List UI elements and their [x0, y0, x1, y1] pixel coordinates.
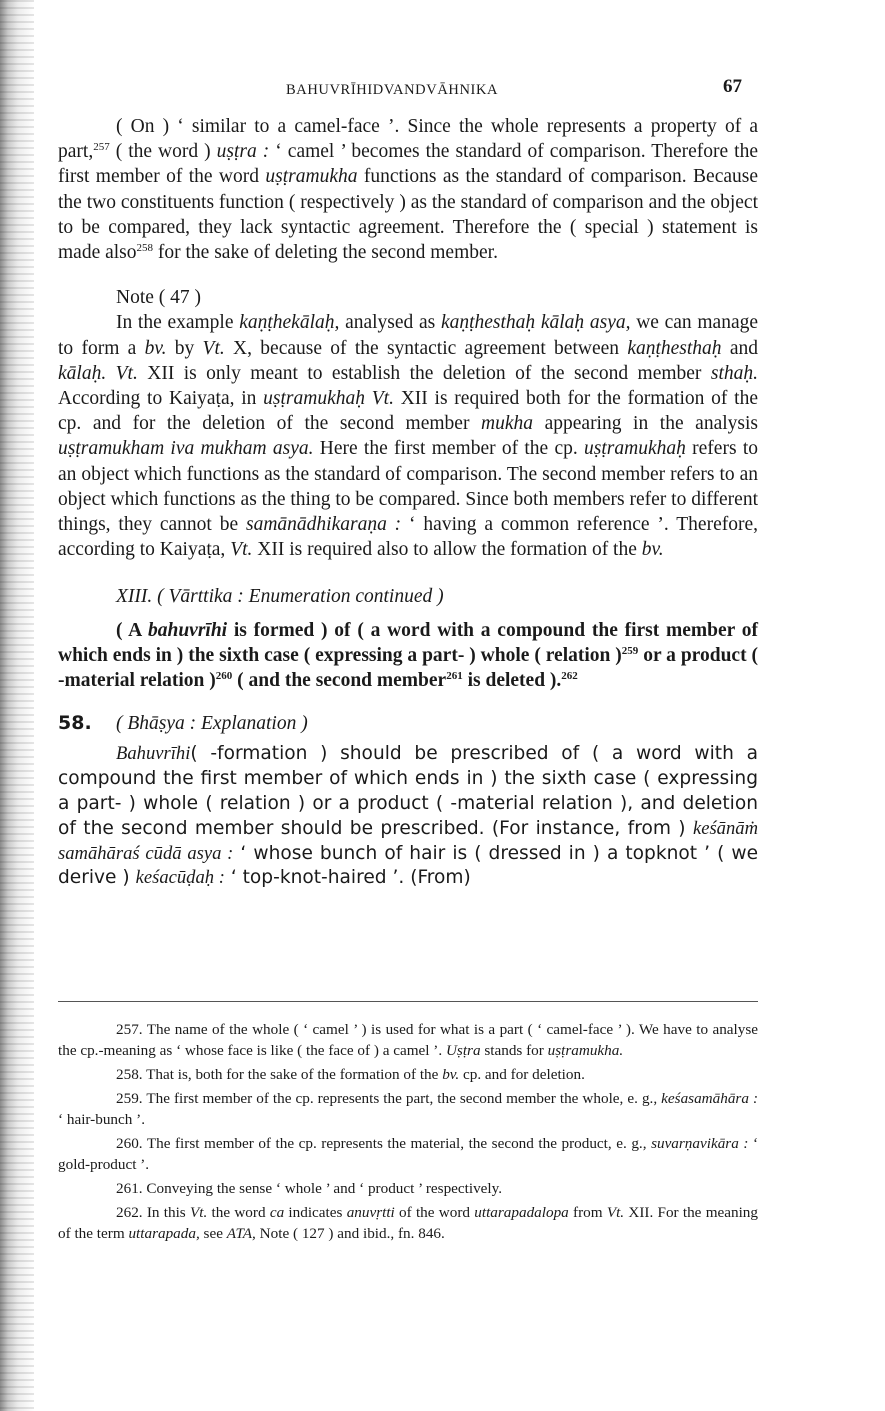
page-body [58, 70, 758, 891]
footnote-ref-258: 258 [136, 242, 154, 255]
para1-text2: ( the word ) [109, 141, 217, 163]
rule-text: ( and the second member [232, 670, 447, 692]
scanned-page-edge [0, 0, 34, 1411]
footnote-term: ATA, [226, 1225, 256, 1242]
note-term: kaṇṭhesthaḥ kālaḥ asya, [440, 312, 631, 334]
footnote-term: bv. [442, 1066, 460, 1083]
note-text: In the example [116, 312, 240, 334]
note-term: Vt. [202, 337, 225, 359]
footnote-text: The name of the whole ( ‘ camel ’ ) is used for what is a part ( ‘ camel-face ’ ). We have to analyse the cp.-meaning as ‘ whose face is like ( the face of ) a camel ’. [58, 1021, 758, 1059]
rule-text: or a product ( -material relation ) [58, 644, 758, 692]
footnote-261 [58, 1178, 758, 1199]
note-heading: Note ( 47 ) [116, 287, 202, 309]
note-text: XII is only meant to establish the deletion of the second member [137, 362, 711, 384]
rule-text: ( A [116, 619, 148, 641]
page-number: 67 [723, 76, 742, 97]
term-kesacudah: keśacūḍaḥ : [135, 867, 225, 889]
sanskrit-example: keśānāṁ samāhāraś cūdā asya : [58, 817, 758, 864]
varttika-rule [58, 618, 758, 694]
footnote-ref-261: 261 [446, 670, 463, 683]
note-term: uṣṭramukham iva mukham asya. [58, 438, 314, 460]
footnote-number: 261. [116, 1180, 143, 1197]
footnote-257 [58, 1019, 758, 1061]
footnote-text: That is, both for the sake of the formation of the [142, 1066, 443, 1083]
term-ustramukha: uṣṭramukha [265, 166, 358, 188]
footnote-term: uttarapadalopa [474, 1204, 569, 1221]
note-term: kālaḥ. [58, 362, 107, 384]
note-term: kaṇṭhesthaḥ [627, 337, 722, 359]
footnote-text: The first member of the cp. represents the material, the second the product, e. g., [142, 1135, 652, 1152]
footnote-number: 259. [116, 1090, 143, 1107]
note-term: uṣṭramukhaḥ Vt. [263, 388, 394, 410]
footnote-term: Uṣṭra [445, 1042, 481, 1059]
rule-text: is deleted ). [462, 670, 562, 692]
footnote-text: stands for [480, 1042, 548, 1059]
footnote-ref-262: 262 [561, 670, 578, 683]
footnote-term: anuvṛtti [346, 1204, 395, 1221]
footnote-term: keśasamāhāra : [661, 1090, 759, 1107]
footnote-text: the word [207, 1204, 270, 1221]
footnote-term: suvarṇavikāra : [651, 1135, 749, 1152]
section-heading [58, 711, 758, 736]
note-paragraph [58, 310, 758, 562]
note-term: samānādhikaraṇa : [245, 514, 402, 536]
footnote-ref-260: 260 [215, 670, 233, 683]
section-title: ( Bhāṣya : Explanation ) [116, 713, 308, 735]
footnote-text: In this [142, 1204, 190, 1221]
para1-text: ( On ) ‘ similar to a camel-face ’. Since the whole represents a property of a part, [58, 116, 758, 163]
note-term: bv. [144, 337, 167, 359]
footnotes [58, 1016, 758, 1244]
note-term: Vt. [230, 539, 253, 561]
footnote-term: Vt. [606, 1204, 625, 1221]
note-term: mukha [481, 413, 534, 435]
note-text: According to Kaiyaṭa, in [58, 388, 264, 410]
para1-text5: for the sake of deleting the second member. [153, 242, 498, 264]
footnote-number: 260. [116, 1135, 143, 1152]
footnote-term: uṣṭramukha. [547, 1042, 624, 1059]
running-head: BAHUVRĪHIDVANDVĀHNIKA [286, 82, 499, 98]
note-text: analysed as [339, 312, 441, 334]
footnote-term: ca [269, 1204, 285, 1221]
footnote-text: The first member of the cp. represents the part, the second member the whole, e. g., [142, 1090, 662, 1107]
note-text: XII is required both for the formation of the cp. and for the deletion of the second member [58, 388, 758, 435]
footnote-term: uttarapada, [128, 1225, 200, 1242]
note-term: sthaḥ. [710, 362, 758, 384]
footnote-262 [58, 1202, 758, 1244]
footnote-text: cp. and for deletion. [459, 1066, 585, 1083]
footnote-ref-257: 257 [93, 141, 110, 154]
footnote-text: Conveying the sense ‘ whole ’ and ‘ product ’ respectively. [142, 1180, 503, 1197]
footnote-text: ‘ hair-bunch ’. [58, 1111, 145, 1128]
note-text: X, because of the syntactic agreement between [224, 337, 628, 359]
note-text: by [166, 337, 203, 359]
footnote-259 [58, 1088, 758, 1130]
note-term: kaṇṭhekālaḥ, [239, 312, 340, 334]
note-text: XII is required also to allow the formation of the [252, 539, 642, 561]
footnote-text: ‘ gold-product ’. [58, 1135, 759, 1173]
footnote-divider [58, 1001, 758, 1002]
note-term: bv. [641, 539, 664, 561]
bhasya-paragraph [58, 742, 758, 891]
footnote-258 [58, 1064, 758, 1085]
footnote-number: 258. [116, 1066, 143, 1083]
note-term: Vt. [115, 362, 138, 384]
rule-text: is formed ) of ( a word with a compound the first member of which ends in ) the sixth case ( expressing a part- ) whole ( relation ) [58, 619, 758, 666]
footnote-text: XII. For the meaning of the term [58, 1204, 758, 1242]
footnote-text: of the word [394, 1204, 475, 1221]
varttika-heading: XIII. ( Vārttika : Enumeration continued ) [116, 586, 444, 608]
section-number: 58. [58, 712, 92, 735]
note-text: ‘ having a common reference ’. Therefore, according to Kaiyaṭa, [58, 514, 758, 561]
page-header [58, 70, 758, 100]
paragraph-camel-face [58, 114, 758, 265]
note-text: appearing in the analysis [533, 413, 758, 435]
note-text [106, 363, 115, 384]
footnote-number: 257. [116, 1021, 143, 1038]
footnote-text: from [568, 1204, 607, 1221]
footnote-text: Note ( 127 ) and ibid., fn. 846. [255, 1225, 445, 1242]
para1-text3: ‘ camel ’ becomes the standard of comparison. Therefore the first member of the word [58, 141, 759, 188]
footnote-number: 262. [116, 1204, 143, 1221]
term-bahuvrihi: Bahuvrīhi [116, 743, 191, 765]
bhasya-text: ( -formation ) should be prescribed of ( a word with a compound the first member of which ends in ) the sixth case ( expressing a part- ) whole ( relation ) or a product ( -material relation ), and deletion of the second member should be prescribed. (For instance, from ) [58, 743, 758, 839]
bhasya-text: ‘ whose bunch of hair is ( dressed in ) a topknot ’ ( we derive ) [58, 842, 759, 889]
footnote-term: Vt. [189, 1204, 208, 1221]
note-text: Here the first member of the cp. [313, 438, 585, 460]
para1-text4: functions as the standard of comparison. Because the two constituents function ( respectively ) as the standard of comparison and the object to be compared, they lack syntactic agreement. Therefore the ( special ) statement is made also [58, 166, 758, 264]
term-ustra: uṣṭra : [216, 141, 270, 163]
footnote-text: indicates [284, 1204, 347, 1221]
footnote-text: see [199, 1225, 227, 1242]
note-text: we can manage to form a [58, 312, 759, 359]
term-bahuvrihi: bahuvrīhi [147, 619, 228, 641]
note-term: uṣṭramukhaḥ [584, 438, 686, 460]
note-text: and [721, 337, 758, 359]
bhasya-text: ‘ top-knot-haired ’. (From) [224, 867, 471, 889]
note-text: refers to an object which functions as the standard of comparison. The second member refers to an object which functions as the thing to be compared. Since both members refer to different things, they cannot be [58, 438, 758, 536]
footnote-260 [58, 1133, 758, 1175]
footnote-ref-259: 259 [621, 644, 639, 657]
